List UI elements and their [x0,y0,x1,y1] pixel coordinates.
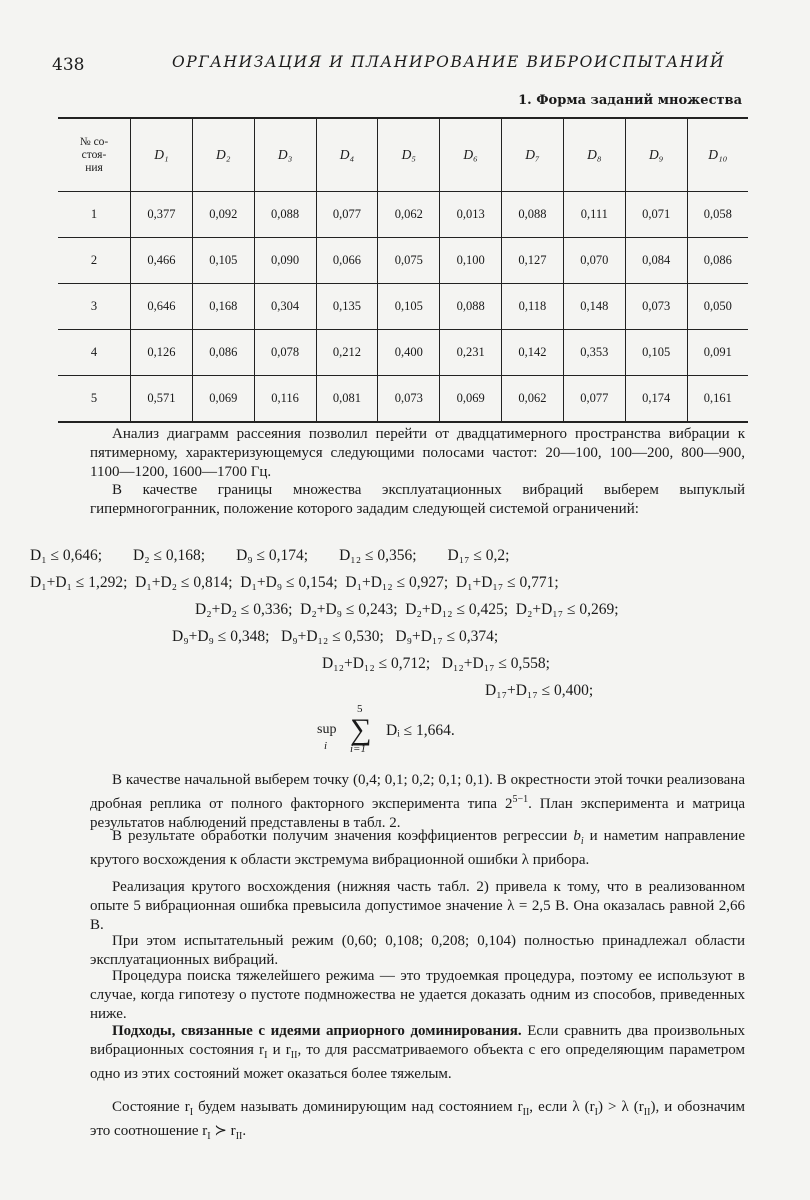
value-cell: 0,066 [316,238,378,284]
state-column-header [58,118,131,192]
value-cell: 0,070 [563,238,625,284]
p8-sub-1: I [264,1050,268,1061]
sup-index: i [324,740,328,752]
p4-subscript: i [580,836,584,847]
value-cell: 0,077 [563,376,625,423]
column-header: D₂ [192,118,254,192]
value-cell: 0,081 [316,376,378,423]
value-cell: 0,071 [625,192,687,238]
value-cell: 0,091 [687,330,748,376]
p9-text-g: . [242,1123,247,1139]
p8-text-b: и r [267,1042,291,1058]
value-cell: 0,050 [687,284,748,330]
column-header: D₅ [378,118,440,192]
column-header: D₉ [625,118,687,192]
sum-lower-limit: i=1 [350,743,366,755]
paragraph-analysis: Анализ диаграмм рассеяния позволил перейти от двадцатимерного пространства вибрации к пятимерному, характеризующемуся следующими полосами частот: 20—100, 100—200, 800—900, 1100—1200, 1600—1700 Гц. [90,426,745,480]
paragraph-boundary: В качестве границы множества эксплуатационных вибраций выберем выпуклый гипермногогранник, положение которого зададим следующей системой ограничений: [90,482,745,517]
value-cell: 0,116 [254,376,316,423]
constraint-line-6: D₁₇+D₁₇ ≤ 0,400; [485,682,594,699]
value-cell: 0,073 [378,376,440,423]
table-row [58,330,748,376]
value-cell: 0,127 [502,238,564,284]
constraint-line-1: D₁ ≤ 0,646; D₂ ≤ 0,168; D₉ ≤ 0,174; D₁₂ ≤ 0,356; D₁₇ ≤ 0,2; [30,547,510,564]
value-cell: 0,075 [378,238,440,284]
value-cell: 0,400 [378,330,440,376]
value-cell: 0,353 [563,330,625,376]
p3-text-a: В качестве начальной выберем точку (0,4; 0,1; 0,2; 0,1; 0,1). В окрестности этой точки реализована дробная реплика от полного факторного эксперимента типа 2 [90,772,745,812]
value-cell: 0,069 [440,376,502,423]
table-header-row [58,118,748,192]
p9-text-f: ≻ r [210,1123,236,1139]
sup-operator: sup [317,722,337,737]
value-cell: 0,105 [192,238,254,284]
running-head: ОРГАНИЗАЦИЯ И ПЛАНИРОВАНИЕ ВИБРОИСПЫТАНИЙ [172,53,726,71]
p9-sub-6: II [235,1131,243,1142]
value-cell: 0,013 [440,192,502,238]
value-cell: 0,231 [440,330,502,376]
p8-heading: Подходы, связанные с идеями априорного доминирования. [112,1023,522,1039]
p9-sub-4: II [643,1107,651,1118]
value-cell: 0,088 [440,284,502,330]
value-cell: 0,086 [192,330,254,376]
p4-text-b: и наметим направление крутого восхождения к области экстремума вибрационной ошибки λ прибора. [90,828,745,868]
paragraph-procedure: Процедура поиска тяжелейшего режима — это трудоемкая процедура, поэтому ее используют в случае, когда гипотезу о пустоте подмножества не удается доказать одним из способов, приведенных ниже. [90,968,745,1022]
column-header: D₁₀ [687,118,748,192]
column-header: D₃ [254,118,316,192]
column-header: D₄ [316,118,378,192]
p9-sub-2: II [522,1107,530,1118]
constraint-line-2: D₁+D₁ ≤ 1,292; D₁+D₂ ≤ 0,814; D₁+D₉ ≤ 0,154; D₁+D₁₂ ≤ 0,927; D₁+D₁₇ ≤ 0,771; [30,574,559,591]
paragraph-ascent: Реализация крутого восхождения (нижняя часть табл. 2) привела к тому, что в реализованном опыте 5 вибрационная ошибка превысила допустимое значение λ = 2,5 В. Она оказалась равной 2,66 В. [90,879,745,933]
page-number: 438 [52,55,85,75]
value-cell: 0,092 [192,192,254,238]
value-cell: 0,118 [502,284,564,330]
value-cell: 0,571 [131,376,193,423]
value-cell: 0,100 [440,238,502,284]
table-row [58,376,748,423]
table-row [58,192,748,238]
p9-text-e: ), и обозначим это соотношение r [90,1099,746,1139]
p3-text-b: . План эксперимента и матрица результатов наблюдений представлены в табл. 2. [90,796,746,831]
p4-text-a: В результате обработки получим значения коэффициентов регрессии [112,828,574,844]
value-cell: 0,073 [625,284,687,330]
column-header: D₈ [563,118,625,192]
value-cell: 0,212 [316,330,378,376]
value-cell: 0,105 [625,330,687,376]
constraint-line-5: D₁₂+D₁₂ ≤ 0,712; D₁₂+D₁₇ ≤ 0,558; [322,655,550,672]
paragraph-regression [90,827,745,870]
value-cell: 0,304 [254,284,316,330]
p9-text-b: будем называть доминирующим над состоянием r [193,1099,523,1115]
value-cell: 0,090 [254,238,316,284]
p9-text-a: Состояние r [112,1099,190,1115]
column-header: D₁ [131,118,193,192]
value-cell: 0,135 [316,284,378,330]
state-cell: 4 [58,330,131,376]
value-cell: 0,466 [131,238,193,284]
paragraph-test-mode: При этом испытательный режим (0,60; 0,108; 0,208; 0,104) полностью принадлежал области эксплуатационных вибраций. [90,933,745,968]
value-cell: 0,111 [563,192,625,238]
state-cell: 2 [58,238,131,284]
states-table [58,117,748,423]
state-header-line: ния [85,161,103,174]
value-cell: 0,646 [131,284,193,330]
p8-text-a: Если сравнить два произвольных вибрационных состояния r [90,1023,745,1058]
p8-sub-2: II [290,1050,298,1061]
value-cell: 0,088 [254,192,316,238]
value-cell: 0,062 [378,192,440,238]
p9-sub-1: I [189,1107,194,1118]
p4-variable: b [573,828,581,844]
value-cell: 0,062 [502,376,564,423]
table-row [58,284,748,330]
p3-exponent: 5−1 [512,794,529,805]
paragraph-dominance [90,1022,745,1084]
value-cell: 0,088 [502,192,564,238]
value-cell: 0,084 [625,238,687,284]
p9-sub-3: I [594,1107,598,1118]
table-row [58,238,748,284]
paragraph-start-point [90,771,745,833]
value-cell: 0,086 [687,238,748,284]
value-cell: 0,174 [625,376,687,423]
state-header-line: стоя- [81,148,107,161]
sum-sign-icon: ∑ [350,713,372,746]
value-cell: 0,058 [687,192,748,238]
constraint-line-4: D₉+D₉ ≤ 0,348; D₉+D₁₂ ≤ 0,530; D₉+D₁₇ ≤ 0,374; [172,628,499,645]
value-cell: 0,148 [563,284,625,330]
state-cell: 3 [58,284,131,330]
value-cell: 0,161 [687,376,748,423]
table-caption: 1. Форма заданий множества [518,93,742,108]
value-cell: 0,069 [192,376,254,423]
sum-upper-limit: 5 [357,703,363,715]
value-cell: 0,077 [316,192,378,238]
value-cell: 0,105 [378,284,440,330]
value-cell: 0,168 [192,284,254,330]
state-header-line: № со- [79,135,109,148]
p9-text-c: , если λ (r [529,1099,595,1115]
p8-text-c: , то для рассматриваемого объекта с его определяющим параметром одно из этих состояний может оказаться более тяжелым. [90,1042,746,1082]
column-header: D₆ [440,118,502,192]
value-cell: 0,126 [131,330,193,376]
p9-text-d: ) > λ (r [597,1099,644,1115]
value-cell: 0,142 [502,330,564,376]
sum-expression: Dᵢ ≤ 1,664. [386,722,455,739]
value-cell: 0,078 [254,330,316,376]
column-header: D₇ [502,118,564,192]
paragraph-definition [90,1098,745,1146]
p9-sub-5: I [207,1131,211,1142]
state-cell: 5 [58,376,131,423]
constraint-line-3: D₂+D₂ ≤ 0,336; D₂+D₉ ≤ 0,243; D₂+D₁₂ ≤ 0,425; D₂+D₁₇ ≤ 0,269; [195,601,619,618]
state-cell: 1 [58,192,131,238]
value-cell: 0,377 [131,192,193,238]
